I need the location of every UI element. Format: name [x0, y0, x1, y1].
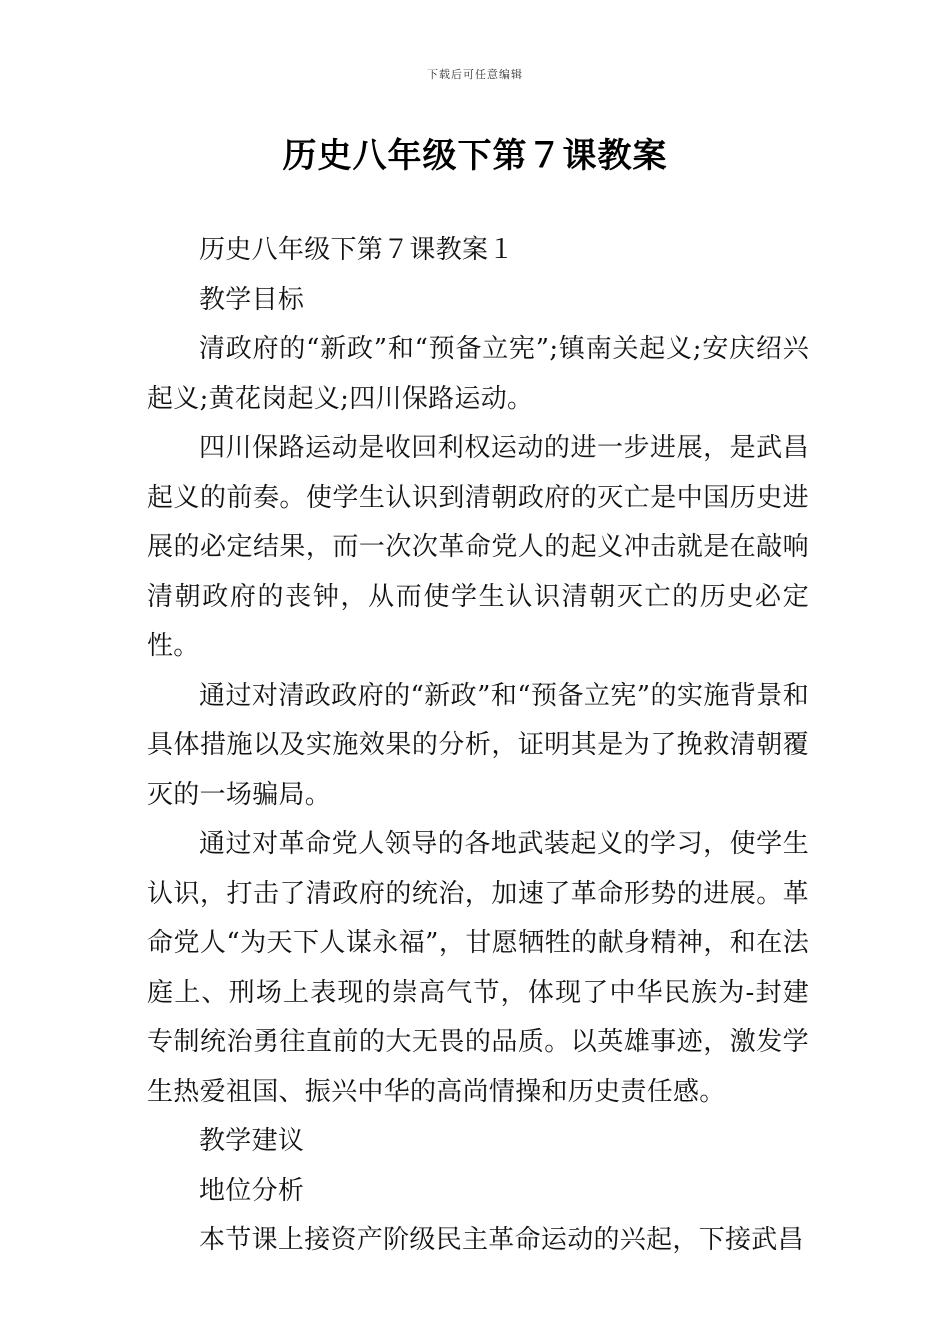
- document-body: [147, 226, 809, 1266]
- paragraph: 本节课上接资产阶级民主革命运动的兴起，下接武昌: [199, 1225, 804, 1255]
- header-note: 下载后可任意编辑: [427, 68, 523, 81]
- paragraph: 通过对革命党人领导的各地武装起义的学习，使学生认识，打击了清政府的统治，加速了革命形势的进展。革命党人“为天下人谋永福”，甘愿牺牲的献身精神，和在法庭上、刑场上表现的崇高气节，体现了中华民族为-封建专制统治勇往直前的大无畏的品质。以英雄事迹，激发学生热爱祖国、振兴中华的高尚情操和历史责任感。: [147, 829, 809, 1107]
- section-heading-teaching-goals: 教学目标: [199, 284, 305, 315]
- lesson-subtitle: 历史八年级下第７课教案１: [199, 235, 515, 265]
- paragraph: 四川保路运动是收回利权运动的进一步进展，是武昌起义的前奏。使学生认识到清朝政府的灭亡是中国历史进展的必定结果，而一次次革命党人的起义冲击就是在敲响清朝政府的丧钟，从而使学生认识清朝灭亡的历史必定性。: [147, 433, 809, 661]
- document-title: 历史八年级下第７课教案: [282, 136, 668, 176]
- section-heading-teaching-suggestions: 教学建议: [199, 1126, 305, 1156]
- paragraph: 清政府的“新政”和“预备立宪”;镇南关起义;安庆绍兴起义;黄花岗起义;四川保路运动。: [147, 334, 809, 414]
- paragraph: 通过对清政政府的“新政”和“预备立宪”的实施背景和具体措施以及实施效果的分析，证明其是为了挽救清朝覆灭的一场骗局。: [147, 680, 809, 810]
- section-heading-position-analysis: 地位分析: [199, 1175, 305, 1206]
